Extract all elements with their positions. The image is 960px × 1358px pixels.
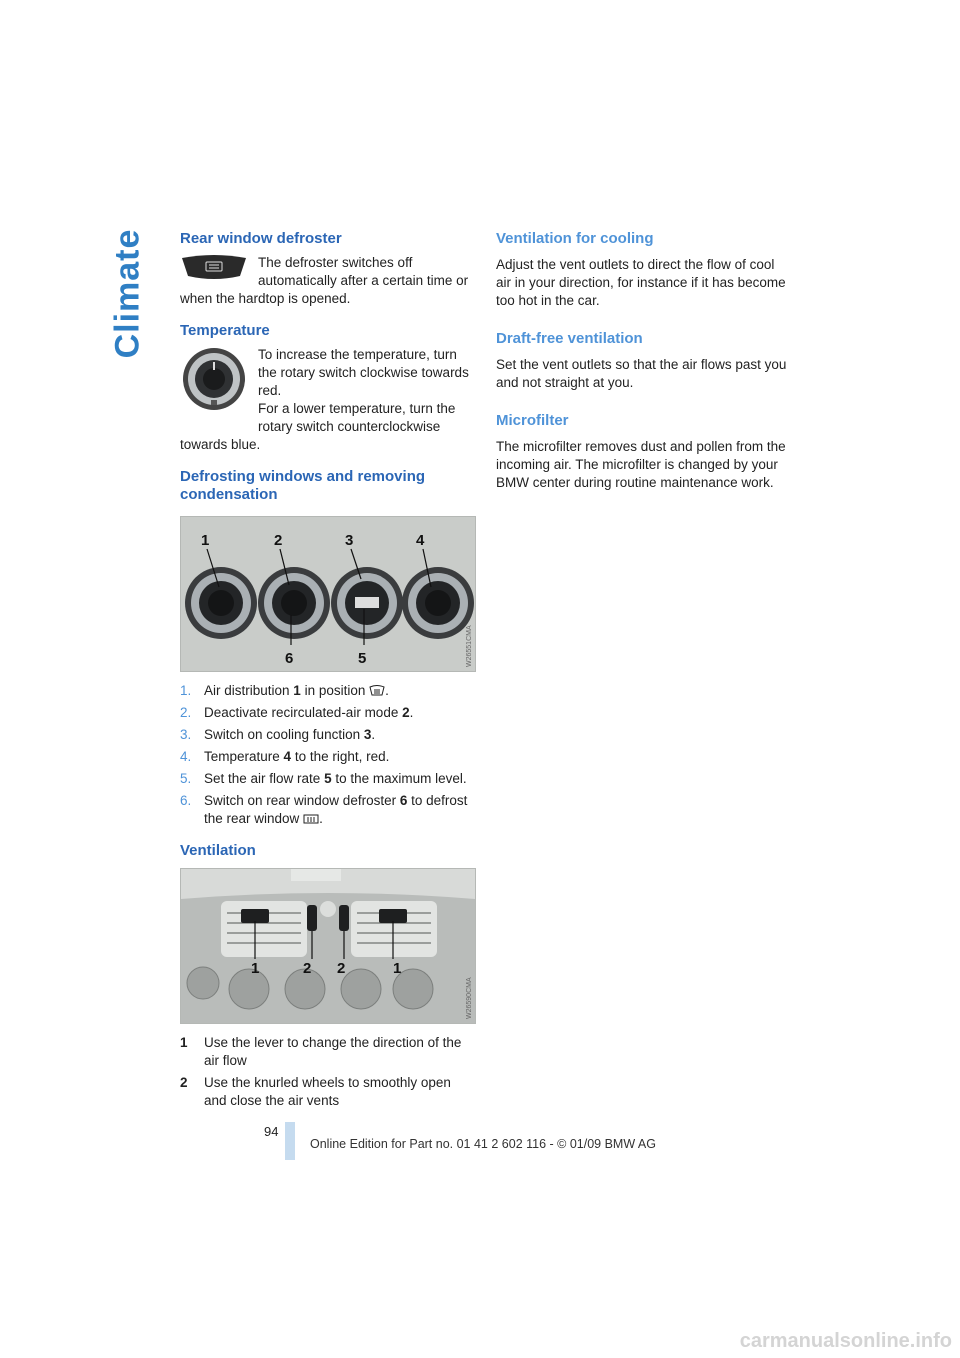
page-number: 94 (264, 1124, 279, 1139)
right-column (496, 230, 792, 506)
knob-1-icon (185, 567, 257, 639)
defrosting-steps (180, 682, 476, 828)
defroster-button-icon (180, 254, 248, 285)
climate-controls-photo (180, 516, 476, 672)
knob-2-icon (258, 567, 330, 639)
step-3: 3. Switch on cooling function 3. (180, 727, 376, 742)
photo-label-3: 3 (345, 532, 354, 549)
draft-free-text: Set the vent outlets so that the air flows past you and not straight at you. (496, 357, 787, 390)
knob-4-icon (402, 567, 474, 639)
step-2: 2. Deactivate recirculated-air mode 2. (180, 705, 414, 720)
defrosting-section (180, 468, 476, 828)
footer-accent-bar (285, 1122, 295, 1160)
microfilter-section (496, 412, 792, 492)
defrosting-heading: Defrosting windows and removing condensation (180, 468, 426, 503)
photo-code: W26551CMA (466, 625, 473, 667)
windshield-defrost-icon (369, 685, 385, 697)
photo-label-6: 6 (285, 650, 294, 667)
cooling-text: Adjust the vent outlets to direct the flow of cool air in your direction, for instance if it has become too hot in the car. (496, 257, 786, 308)
photo-label-5: 5 (358, 650, 367, 667)
vent-label-2a: 2 (303, 960, 312, 977)
draft-free-heading: Draft-free ventilation (496, 330, 643, 347)
ventilation-legend (180, 1034, 476, 1110)
cooling-heading: Ventilation for cooling (496, 230, 654, 247)
step-5: 5. Set the air flow rate 5 to the maximum level. (180, 771, 467, 786)
right-vent-icon (351, 901, 437, 957)
ventilation-heading: Ventilation (180, 842, 256, 859)
vent-label-1a: 1 (251, 960, 260, 977)
chapter-title: Climate (108, 228, 147, 358)
vent-photo-code: W26590CMA (466, 977, 473, 1019)
draft-free-section (496, 330, 792, 392)
vent-outlets-photo (180, 868, 476, 1024)
knob-3-icon (331, 567, 403, 639)
photo-label-4: 4 (416, 532, 425, 549)
left-column (180, 230, 476, 1124)
vent-label-2b: 2 (337, 960, 346, 977)
microfilter-text: The microfilter removes dust and pollen from the incoming air. The microfilter is changed by your BMW center during routine maintenance work. (496, 439, 786, 490)
vent-label-1b: 1 (393, 960, 402, 977)
rear-defroster-section (180, 230, 476, 308)
watermark: carmanualsonline.info (739, 1330, 952, 1352)
rear-window-defrost-icon (303, 813, 319, 825)
temperature-text-1: To increase the temperature, turn the rotary switch clockwise towards red. (258, 347, 469, 398)
cooling-section (496, 230, 792, 310)
step-4: 4. Temperature 4 to the right, red. (180, 749, 390, 764)
temperature-knob-icon (180, 346, 248, 417)
rear-defroster-heading: Rear window defroster (180, 230, 342, 247)
temperature-heading: Temperature (180, 322, 270, 339)
ventilation-section (180, 842, 476, 1110)
temperature-text-2: For a lower temperature, turn the rotary switch counterclockwise towards blue. (180, 401, 456, 452)
chapter-side-tab (100, 228, 156, 358)
step-6: 6. Switch on rear window defroster 6 to defrost the rear window . (180, 793, 468, 826)
left-vent-icon (221, 901, 307, 957)
legend-item-1: 1 Use the lever to change the direction of the air flow (180, 1035, 462, 1068)
photo-label-2: 2 (274, 532, 283, 549)
temperature-section (180, 322, 476, 454)
edition-text: Online Edition for Part no. 01 41 2 602 116 - © 01/09 BMW AG (310, 1137, 656, 1151)
step-1: 1. Air distribution 1 in position . (180, 683, 389, 698)
microfilter-heading: Microfilter (496, 412, 569, 429)
rear-defroster-text: The defroster switches off automatically after a certain time or when the hardtop is opened. (180, 255, 469, 306)
legend-item-2: 2 Use the knurled wheels to smoothly open and close the air vents (180, 1075, 451, 1108)
photo-label-1: 1 (201, 532, 210, 549)
